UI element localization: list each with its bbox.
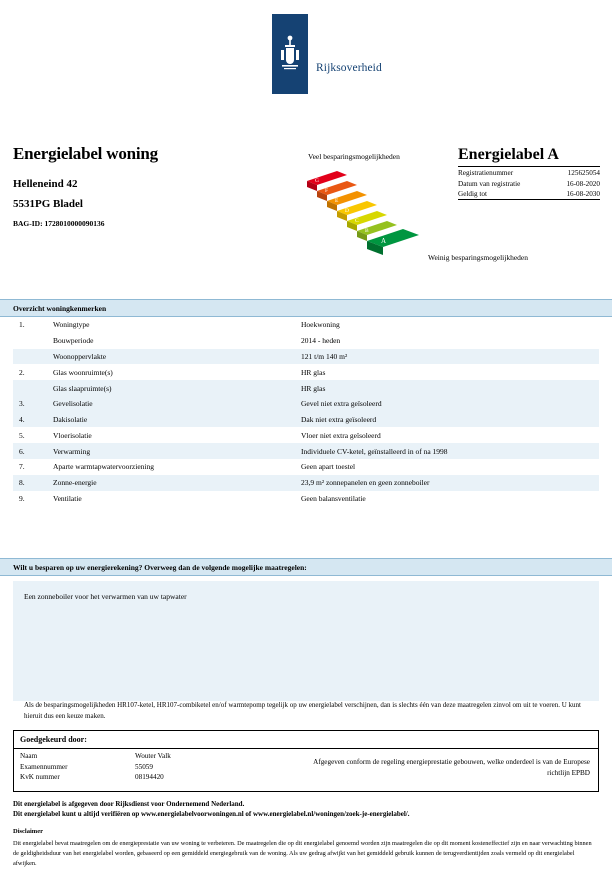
row-label: Vloerisolatie: [49, 427, 297, 443]
table-row: [13, 443, 599, 459]
table-row: [13, 475, 599, 491]
row-number: [13, 349, 49, 365]
svg-text:C: C: [355, 218, 359, 224]
row-value: Geen apart toestel: [297, 459, 599, 475]
row-label: Zonne-energie: [49, 475, 297, 491]
table-row: [13, 333, 599, 349]
table-row: [13, 349, 599, 365]
address-line-1: Helleneind 42: [13, 178, 78, 190]
valid-until-key: Geldig tot: [458, 189, 487, 198]
row-number: 2.: [13, 364, 49, 380]
housing-characteristics-table: [13, 317, 599, 506]
registration-number-value: 125625054: [567, 169, 600, 178]
savings-high-label: Veel besparingsmogelijkheden: [308, 152, 400, 161]
table-row: [13, 427, 599, 443]
approved-by-rule: [14, 748, 598, 749]
svg-text:B: B: [365, 228, 369, 234]
row-label: Gevelisolatie: [49, 396, 297, 412]
row-number: [13, 333, 49, 349]
approver-name-key: Naam: [20, 752, 38, 761]
exam-number-key: Examennummer: [20, 762, 68, 771]
address-line-2: 5531PG Bladel: [13, 198, 83, 210]
row-number: 9.: [13, 491, 49, 507]
table-row: [13, 491, 599, 507]
row-number: 8.: [13, 475, 49, 491]
certificate-rule-top: [458, 166, 600, 167]
approved-by-title: Goedgekeurd door:: [20, 735, 87, 744]
kvk-number-key: KvK nummer: [20, 773, 60, 782]
energy-label-ladder-graphic: [305, 165, 455, 260]
row-value: Dak niet extra geïsoleerd: [297, 412, 599, 428]
row-value: Hoekwoning: [297, 317, 599, 333]
svg-text:G: G: [315, 178, 319, 184]
valid-until-value: 16-08-2030: [566, 189, 600, 198]
row-value: HR glas: [297, 364, 599, 380]
row-value: Vloer niet extra geïsoleerd: [297, 427, 599, 443]
logo-wordmark: Rijksoverheid: [316, 62, 382, 74]
table-row: [20, 762, 171, 773]
row-number: 5.: [13, 427, 49, 443]
table-row: [20, 772, 171, 783]
table-row: [458, 189, 600, 199]
row-value: Geen balansventilatie: [297, 491, 599, 507]
row-value: HR glas: [297, 380, 599, 396]
rijksoverheid-logo: [272, 14, 392, 94]
registration-date-key: Datum van registratie: [458, 179, 521, 188]
exam-number-value: 55059: [135, 762, 153, 771]
row-number: 6.: [13, 443, 49, 459]
approver-name-value: Wouter Valk: [135, 752, 171, 761]
row-label: Woningtype: [49, 317, 297, 333]
row-number: 7.: [13, 459, 49, 475]
row-label: Woonoppervlakte: [49, 349, 297, 365]
row-label: Ventilatie: [49, 491, 297, 507]
row-value: 2014 - heden: [297, 333, 599, 349]
row-label: Aparte warmtapwatervoorziening: [49, 459, 297, 475]
table-row: [13, 396, 599, 412]
table-row: [13, 317, 599, 333]
savings-low-label: Weinig besparingsmogelijkheden: [428, 253, 528, 262]
row-number: 3.: [13, 396, 49, 412]
row-label: Bouwperiode: [49, 333, 297, 349]
table-row: [458, 178, 600, 188]
kvk-number-value: 08194420: [135, 773, 164, 782]
page-title: Energielabel woning: [13, 144, 158, 163]
table-row: [13, 380, 599, 396]
approved-by-table: [20, 751, 171, 783]
certificate-table: [458, 168, 600, 199]
footer-issuer-line: Dit energielabel is afgegeven door Rijksdienst voor Ondernemend Nederland.: [13, 800, 245, 808]
svg-text:E: E: [335, 198, 339, 204]
compliance-statement: Afgegeven conform de regeling energieprestatie gebouwen, welke onderdeel is van de Europese richtlijn EPBD: [313, 758, 590, 777]
measures-section-header: Wilt u besparen op uw energierekening? Overweeg dan de volgende mogelijke maatregelen:: [0, 558, 612, 576]
table-row: [13, 459, 599, 475]
row-value: Gevel niet extra geïsoleerd: [297, 396, 599, 412]
row-label: Dakisolatie: [49, 412, 297, 428]
row-number: 1.: [13, 317, 49, 333]
table-row: [20, 751, 171, 762]
disclaimer-body: Dit energielabel bevat maatregelen om de energieprestatie van uw woning te verbeteren. De maatregelen die op dit energielabel genoemd worden zijn maatregelen die op dit moment kosteneffectief zijn en naar verwachting binnen de geldigheidsduur van het energielabel worden, gebaseerd op een gemiddeld energiegebruik van de woning. Als uw gedrag afwijkt van het gemiddeld gebruik kunnen de terugverdientijden zoals vermeld op dit energielabel afwijken.: [13, 840, 592, 868]
table-row: [458, 168, 600, 178]
row-label: Glas slaapruimte(s): [49, 380, 297, 396]
bag-id: BAG-ID: 1728010000090136: [13, 219, 105, 228]
table-row: [13, 364, 599, 380]
row-value: 23,9 m² zonnepanelen en geen zonneboiler: [297, 475, 599, 491]
svg-text:A: A: [381, 237, 387, 245]
row-label: Verwarming: [49, 443, 297, 459]
row-label: Glas woonruimte(s): [49, 364, 297, 380]
measures-note: Als de besparingsmogelijkheden HR107-ketel, HR107-combiketel en/of warmtepomp tegelijk op uw energielabel verschijnen, dan is slechts één van deze maatregelen zinvol om uit te voeren. U kunt hieruit dus een keuze maken.: [24, 701, 581, 720]
row-value: 121 t/m 140 m²: [297, 349, 599, 365]
disclaimer-title: Disclaimer: [13, 828, 43, 835]
footer-verify-line: Dit energielabel kunt u altijd verifiëren op www.energielabelvoorwoningen.nl of www.energielabel.nl/woningen/zoek-je-energielabel/.: [13, 810, 410, 818]
energy-class-title: Energielabel A: [458, 146, 559, 163]
lion-crest-icon: [276, 34, 304, 76]
row-value: Individuele CV-ketel, geïnstalleerd in of na 1998: [297, 443, 599, 459]
row-number: 4.: [13, 412, 49, 428]
registration-date-value: 16-08-2020: [566, 179, 600, 188]
row-number: [13, 380, 49, 396]
measure-item: Een zonneboiler voor het verwarmen van uw tapwater: [24, 592, 187, 601]
svg-text:F: F: [325, 188, 329, 194]
table-row: [13, 412, 599, 428]
overview-section-header: Overzicht woningkenmerken: [0, 299, 612, 317]
certificate-rule-bottom: [458, 199, 600, 200]
svg-text:D: D: [345, 208, 349, 214]
registration-number-key: Registratienummer: [458, 169, 514, 178]
